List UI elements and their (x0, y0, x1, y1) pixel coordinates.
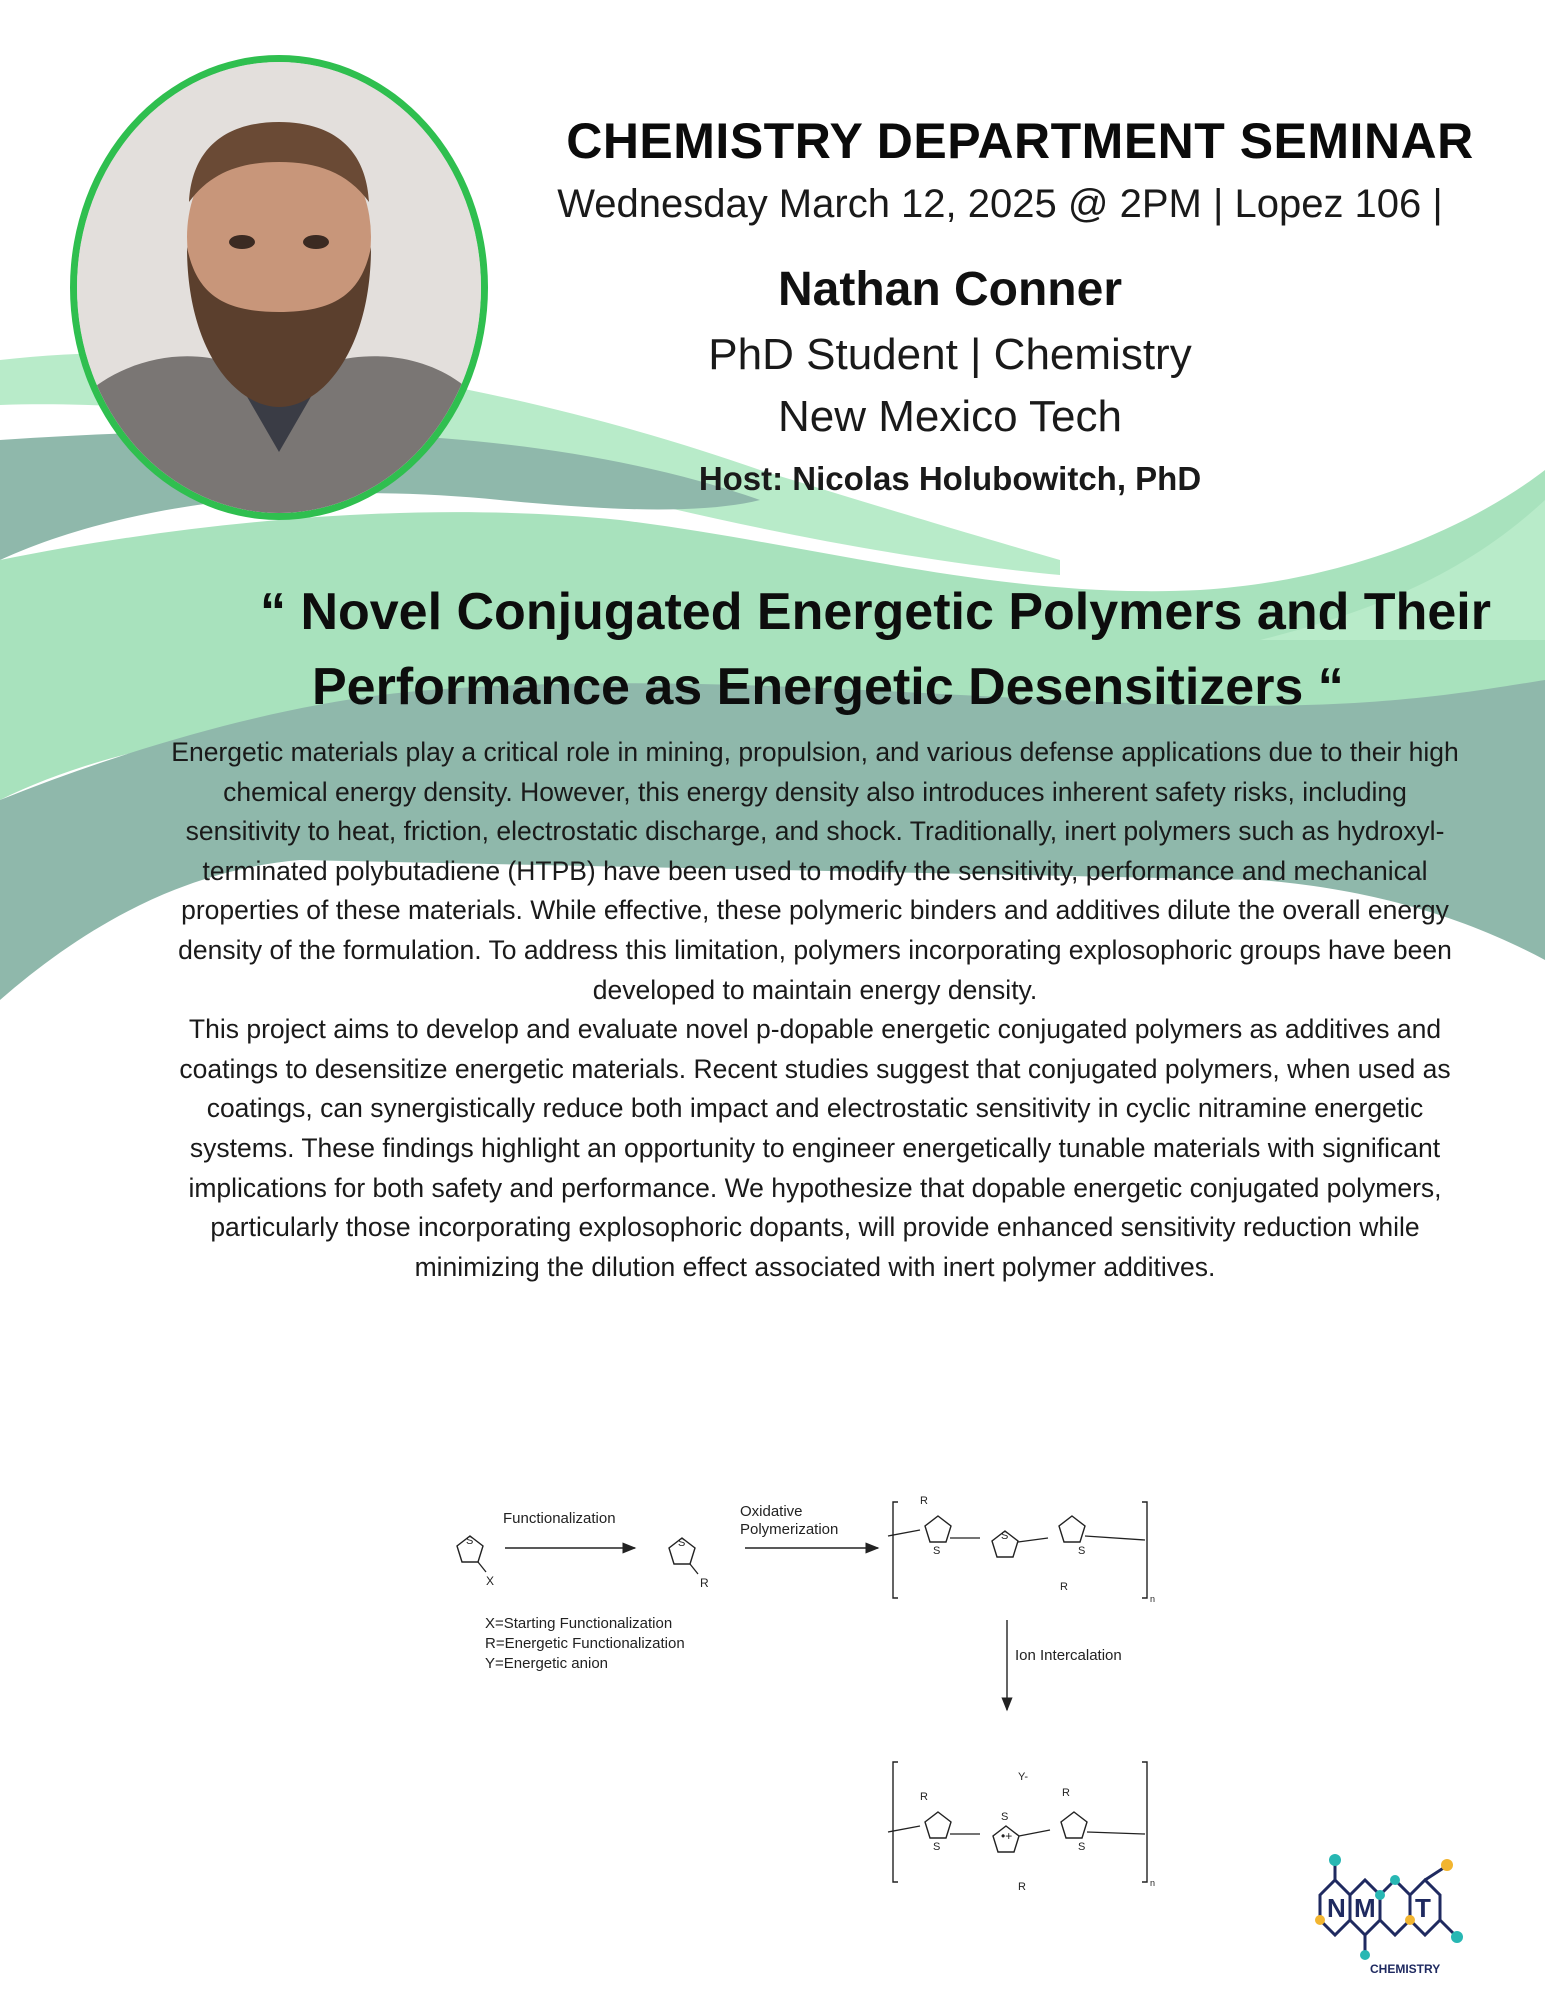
host-line: Host: Nicolas Holubowitch, PhD (698, 460, 1202, 497)
seminar-title: CHEMISTRY DEPARTMENT SEMINAR (566, 113, 1474, 169)
speaker-name: Nathan Conner (777, 263, 1122, 316)
date-location-line: Wednesday March 12, 2025 @ 2PM | Lopez 106 | (557, 182, 1443, 226)
logo-letter-t: T (1415, 1893, 1431, 1923)
talk-title-line-2: Performance as Energetic Desensitizers “ (312, 658, 1344, 716)
legend-r: R=Energetic Functionalization (485, 1635, 685, 1652)
atom-s-3: S (933, 1545, 941, 1557)
atom-x: X (486, 1574, 495, 1588)
atom-s-8: S (1078, 1841, 1086, 1853)
step-label-functionalization: Functionalization (503, 1510, 616, 1527)
talk-title-line-1: “ Novel Conjugated Energetic Polymers and Their (260, 583, 1491, 641)
speaker-photo (70, 55, 488, 520)
radical-cation: •+ (1001, 1829, 1013, 1843)
nmt-chemistry-logo (1305, 1845, 1475, 1990)
reaction-scheme (450, 1490, 1160, 1910)
atom-s-1: S (466, 1535, 474, 1547)
logo-letter-n: N (1327, 1893, 1346, 1923)
atom-r-3: R (1060, 1581, 1068, 1593)
atom-r-6: R (1062, 1787, 1070, 1799)
monomer-start (457, 1535, 494, 1588)
step-label-polymerization: Polymerization (740, 1521, 839, 1538)
logo-subtitle: CHEMISTRY (1370, 1962, 1441, 1976)
atom-r-5: R (1018, 1881, 1026, 1893)
atom-s-6: S (933, 1841, 941, 1853)
step-label-ion-intercalation: Ion Intercalation (1015, 1647, 1122, 1664)
neutral-polymer (888, 1495, 1155, 1604)
abstract (170, 733, 1460, 1287)
legend-x: X=Starting Functionalization (485, 1615, 673, 1632)
atom-s-7: S (1001, 1811, 1009, 1823)
atom-r-2: R (920, 1495, 928, 1507)
speaker-role: PhD Student | Chemistry (708, 330, 1192, 379)
speaker-portrait-image (77, 62, 481, 513)
atom-s-4: S (1001, 1530, 1009, 1542)
doped-polymer (888, 1762, 1155, 1893)
atom-r-4: R (920, 1791, 928, 1803)
subscript-n-1: n (1150, 1594, 1156, 1604)
step-label-oxidative: Oxidative (740, 1503, 803, 1520)
subscript-n-2: n (1150, 1878, 1156, 1888)
abstract-paragraph-2: This project aims to develop and evaluate novel p-dopable energetic conjugated polymers as additives and coatings to desensitize energetic materials. Recent studies suggest that conjugated polymers, when used as coatings, can synergistically reduce both impact and electrostatic sensitivity in cyclic nitramine energetic systems. These findings highlight an opportunity to engineer energetically tunable materials with significant implications for both safety and performance. We hypothesize that dopable energetic conjugated polymers, particularly those incorporating explosophoric dopants, will provide enhanced sensitivity reduction while minimizing the dilution effect associated with inert polymer additives. (179, 1014, 1451, 1282)
speaker-institution: New Mexico Tech (778, 392, 1122, 441)
anion-y: Y- (1018, 1771, 1028, 1783)
talk-title (200, 575, 1500, 725)
atom-s-5: S (1078, 1545, 1086, 1557)
atom-r-1: R (700, 1576, 709, 1590)
monomer-functionalized (669, 1537, 709, 1590)
logo-letter-m: M (1354, 1893, 1376, 1923)
abstract-paragraph-1: Energetic materials play a critical role in mining, propulsion, and various defense applications due to their high chemical energy density. However, this energy density also introduces inherent safety risks, including sensitivity to heat, friction, electrostatic discharge, and shock. Traditionally, inert polymers such as hydroxyl-terminated polybutadiene (HTPB) have been used to modify the sensitivity, performance and mechanical properties of these materials. While effective, these polymeric binders and additives dilute the overall energy density of the formulation. To address this limitation, polymers incorporating explosophoric groups have been developed to maintain energy density. (171, 737, 1459, 1005)
legend-y: Y=Energetic anion (485, 1655, 609, 1672)
atom-s-2: S (678, 1537, 686, 1549)
